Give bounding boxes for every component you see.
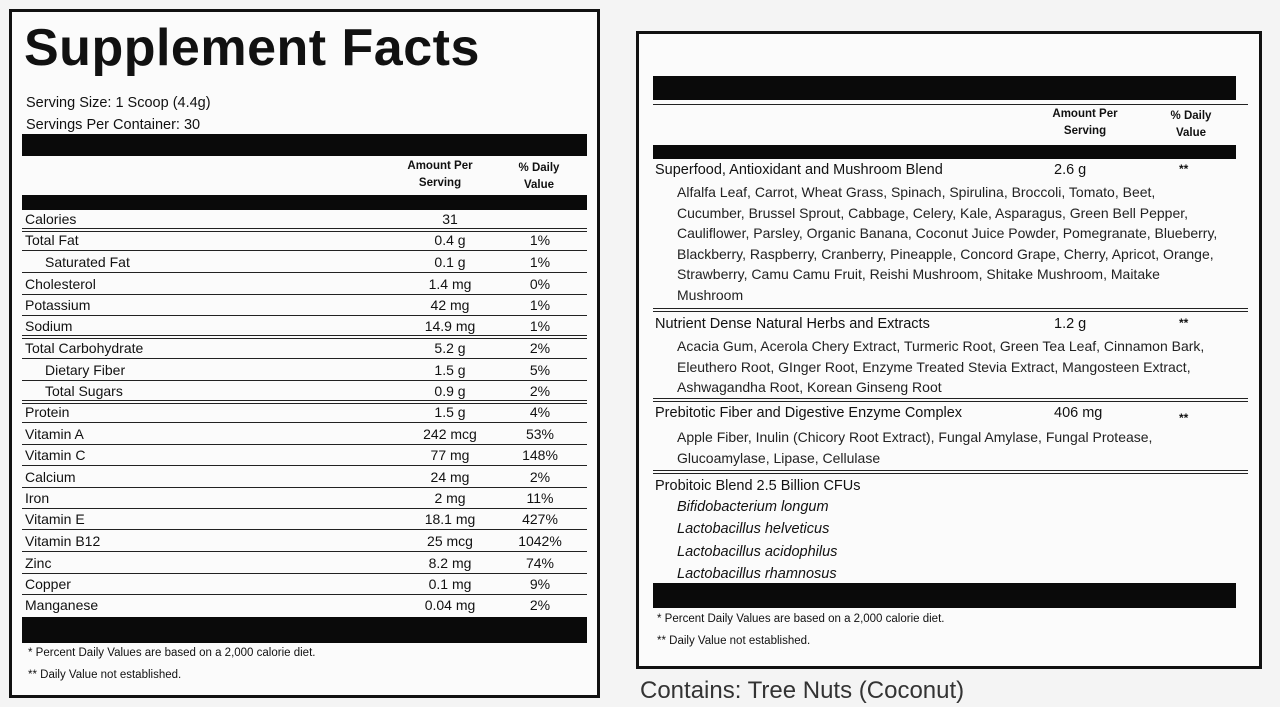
divider xyxy=(653,104,1248,105)
nutrient-name: Saturated Fat xyxy=(45,254,130,270)
table-row xyxy=(12,402,597,423)
blend-name: Prebitotic Fiber and Digestive Enzyme Complex xyxy=(655,405,963,421)
blend-amount: 1.2 g xyxy=(1054,316,1087,332)
table-row xyxy=(12,252,597,273)
nutrient-name: Vitamin C xyxy=(25,447,86,463)
nutrient-name: Total Fat xyxy=(25,232,79,248)
nutrient-amount: 5.2 g xyxy=(434,340,466,356)
nutrient-daily-value: 2% xyxy=(529,597,551,613)
table-row xyxy=(12,595,597,616)
nutrient-name: Vitamin E xyxy=(25,511,85,527)
table-row xyxy=(12,531,597,552)
table-row xyxy=(12,230,597,251)
nutrient-daily-value: 1% xyxy=(529,297,551,313)
table-row xyxy=(12,488,597,509)
nutrient-daily-value: 0% xyxy=(529,276,551,292)
nutrient-amount: 1.5 g xyxy=(434,404,466,420)
nutrient-daily-value: 53% xyxy=(525,426,555,442)
nutrient-daily-value: 2% xyxy=(529,340,551,356)
row-divider xyxy=(22,422,587,423)
proprietary-blends-panel xyxy=(636,31,1262,669)
nutrient-daily-value: 148% xyxy=(522,447,558,463)
divider xyxy=(653,470,1248,474)
nutrient-amount: 0.1 g xyxy=(434,254,466,270)
nutrient-name: Calories xyxy=(25,211,77,227)
nutrient-amount: 0.4 g xyxy=(434,232,466,248)
table-row xyxy=(12,338,597,359)
nutrient-daily-value: 2% xyxy=(529,383,551,399)
blend-name: Superfood, Antioxidant and Mushroom Blend xyxy=(655,162,943,178)
nutrient-name: Potassium xyxy=(25,297,91,313)
nutrient-name: Manganese xyxy=(25,597,99,613)
table-row xyxy=(12,274,597,295)
nutrient-daily-value: 4% xyxy=(529,404,551,420)
probiotic-strain: Lactobacillus rhamnosus xyxy=(677,566,837,582)
nutrient-amount: 242 mcg xyxy=(423,426,477,442)
nutrient-name: Iron xyxy=(25,490,50,506)
row-divider xyxy=(22,551,587,552)
nutrient-amount: 18.1 mg xyxy=(424,511,476,527)
row-divider xyxy=(22,358,587,359)
supplement-facts-panel xyxy=(9,9,600,698)
footer-bar xyxy=(22,617,587,643)
nutrient-amount: 14.9 mg xyxy=(424,318,476,334)
nutrient-daily-value: 74% xyxy=(525,555,555,571)
nutrient-amount: 25 mcg xyxy=(427,533,473,549)
nutrient-name: Protein xyxy=(25,404,70,420)
blend-dv: ** xyxy=(1179,411,1189,425)
blend-dv: ** xyxy=(1179,316,1189,330)
nutrient-name: Dietary Fiber xyxy=(45,362,126,378)
table-row xyxy=(12,574,597,595)
nutrient-daily-value: 1% xyxy=(529,232,551,248)
footnote-dv-not-established: ** Daily Value not established. xyxy=(657,635,811,647)
amount-per-serving-header: Amount Per Serving xyxy=(1052,108,1118,137)
nutrient-amount: 2 mg xyxy=(434,490,466,506)
row-divider xyxy=(22,250,587,251)
nutrient-amount: 0.1 mg xyxy=(428,576,472,592)
divider xyxy=(653,308,1248,312)
footnote-dv-not-established: ** Daily Value not established. xyxy=(28,669,182,681)
probiotic-blend-title: Probitoic Blend 2.5 Billion CFUs xyxy=(655,478,861,494)
nutrient-amount: 0.04 mg xyxy=(424,597,476,613)
row-divider xyxy=(22,465,587,466)
table-row xyxy=(12,381,597,402)
footnote-percent-dv: * Percent Daily Values are based on a 2,000 calorie diet. xyxy=(657,613,945,625)
table-row xyxy=(12,424,597,445)
header-bar xyxy=(22,134,587,156)
nutrient-name: Total Carbohydrate xyxy=(25,340,144,356)
servings-per-container: Servings Per Container: 30 xyxy=(26,117,201,133)
header-bar xyxy=(653,76,1236,100)
table-row xyxy=(12,553,597,574)
nutrient-name: Calcium xyxy=(25,469,76,485)
blend-dv: ** xyxy=(1179,162,1189,176)
row-divider xyxy=(22,272,587,273)
serving-size: Serving Size: 1 Scoop (4.4g) xyxy=(26,95,211,111)
divider xyxy=(653,398,1248,402)
nutrient-name: Zinc xyxy=(25,555,52,571)
nutrient-amount: 0.9 g xyxy=(434,383,466,399)
table-row xyxy=(12,360,597,381)
nutrient-daily-value: 427% xyxy=(522,511,558,527)
probiotic-strain: Lactobacillus acidophilus xyxy=(677,544,838,560)
section-bar xyxy=(22,195,587,210)
blend-ingredients: Acacia Gum, Acerola Chery Extract, Turmeric Root, Green Tea Leaf, Cinnamon Bark, Eleuthero Root, GInger Root, Enzyme Treated Stevia Extract, Mangosteen Extract, Ashwagandha Root, Korean Ginseng Root xyxy=(677,338,1205,395)
nutrient-name: Cholesterol xyxy=(25,276,96,292)
blend-ingredients: Alfalfa Leaf, Carrot, Wheat Grass, Spinach, Spirulina, Broccoli, Tomato, Beet, Cucumber, Brussel Sprout, Cabbage, Celery, Kale, Asparagus, Green Bell Pepper, Cauliflower, Parsley, Organic Banana, Coconut Juice Powder, Pomegranate, Blueberry, Blackberry, Raspberry, Cranberry, Pineapple, Concord Grape, Cherry, Apricot, Orange, Strawberry, Camu Camu Fruit, Reishi Mushroom, Shitake Mushroom, Maitake Mushroom xyxy=(677,184,1218,303)
footer-bar xyxy=(653,583,1236,608)
table-row xyxy=(12,209,597,230)
blend-amount: 2.6 g xyxy=(1054,162,1087,178)
blend-ingredients: Apple Fiber, Inulin (Chicory Root Extract), Fungal Amylase, Fungal Protease, Glucoamylase, Lipase, Cellulase xyxy=(677,429,1153,466)
nutrient-amount: 8.2 mg xyxy=(428,555,472,571)
footnote-percent-dv: * Percent Daily Values are based on a 2,000 calorie diet. xyxy=(28,647,316,659)
nutrient-amount: 31 xyxy=(442,211,458,227)
nutrient-daily-value: 1% xyxy=(529,254,551,270)
probiotic-strain: Lactobacillus helveticus xyxy=(677,521,830,537)
nutrient-daily-value: 11% xyxy=(526,490,554,506)
table-row xyxy=(12,509,597,530)
amount-per-serving-header: Amount Per Serving xyxy=(407,160,473,189)
allergen-statement: Contains: Tree Nuts (Coconut) xyxy=(640,677,965,704)
nutrient-name: Vitamin A xyxy=(25,426,84,442)
nutrient-amount: 1.5 g xyxy=(434,362,466,378)
table-row xyxy=(12,295,597,316)
nutrient-name: Vitamin B12 xyxy=(25,533,101,549)
nutrient-amount: 77 mg xyxy=(430,447,470,463)
nutrient-daily-value: 2% xyxy=(529,469,551,485)
nutrient-daily-value: 1% xyxy=(529,318,551,334)
daily-value-header: % Daily Value xyxy=(518,162,560,191)
table-row xyxy=(12,445,597,466)
probiotic-strain: Bifidobacterium longum xyxy=(677,499,829,515)
nutrient-daily-value: 1042% xyxy=(518,533,562,549)
nutrient-name: Total Sugars xyxy=(45,383,123,399)
nutrient-name: Sodium xyxy=(25,318,73,334)
nutrient-amount: 24 mg xyxy=(430,469,470,485)
daily-value-header: % Daily Value xyxy=(1170,110,1212,139)
blend-amount: 406 mg xyxy=(1054,405,1103,421)
nutrient-name: Copper xyxy=(25,576,71,592)
nutrient-amount: 42 mg xyxy=(430,297,470,313)
nutrient-daily-value: 9% xyxy=(529,576,551,592)
nutrient-daily-value: 5% xyxy=(529,362,551,378)
table-row xyxy=(12,467,597,488)
section-bar xyxy=(653,145,1236,159)
row-divider xyxy=(22,529,587,530)
nutrient-amount: 1.4 mg xyxy=(428,276,472,292)
panel-title: Supplement Facts xyxy=(24,19,480,77)
table-row xyxy=(12,316,597,337)
blend-name: Nutrient Dense Natural Herbs and Extracts xyxy=(655,316,930,332)
